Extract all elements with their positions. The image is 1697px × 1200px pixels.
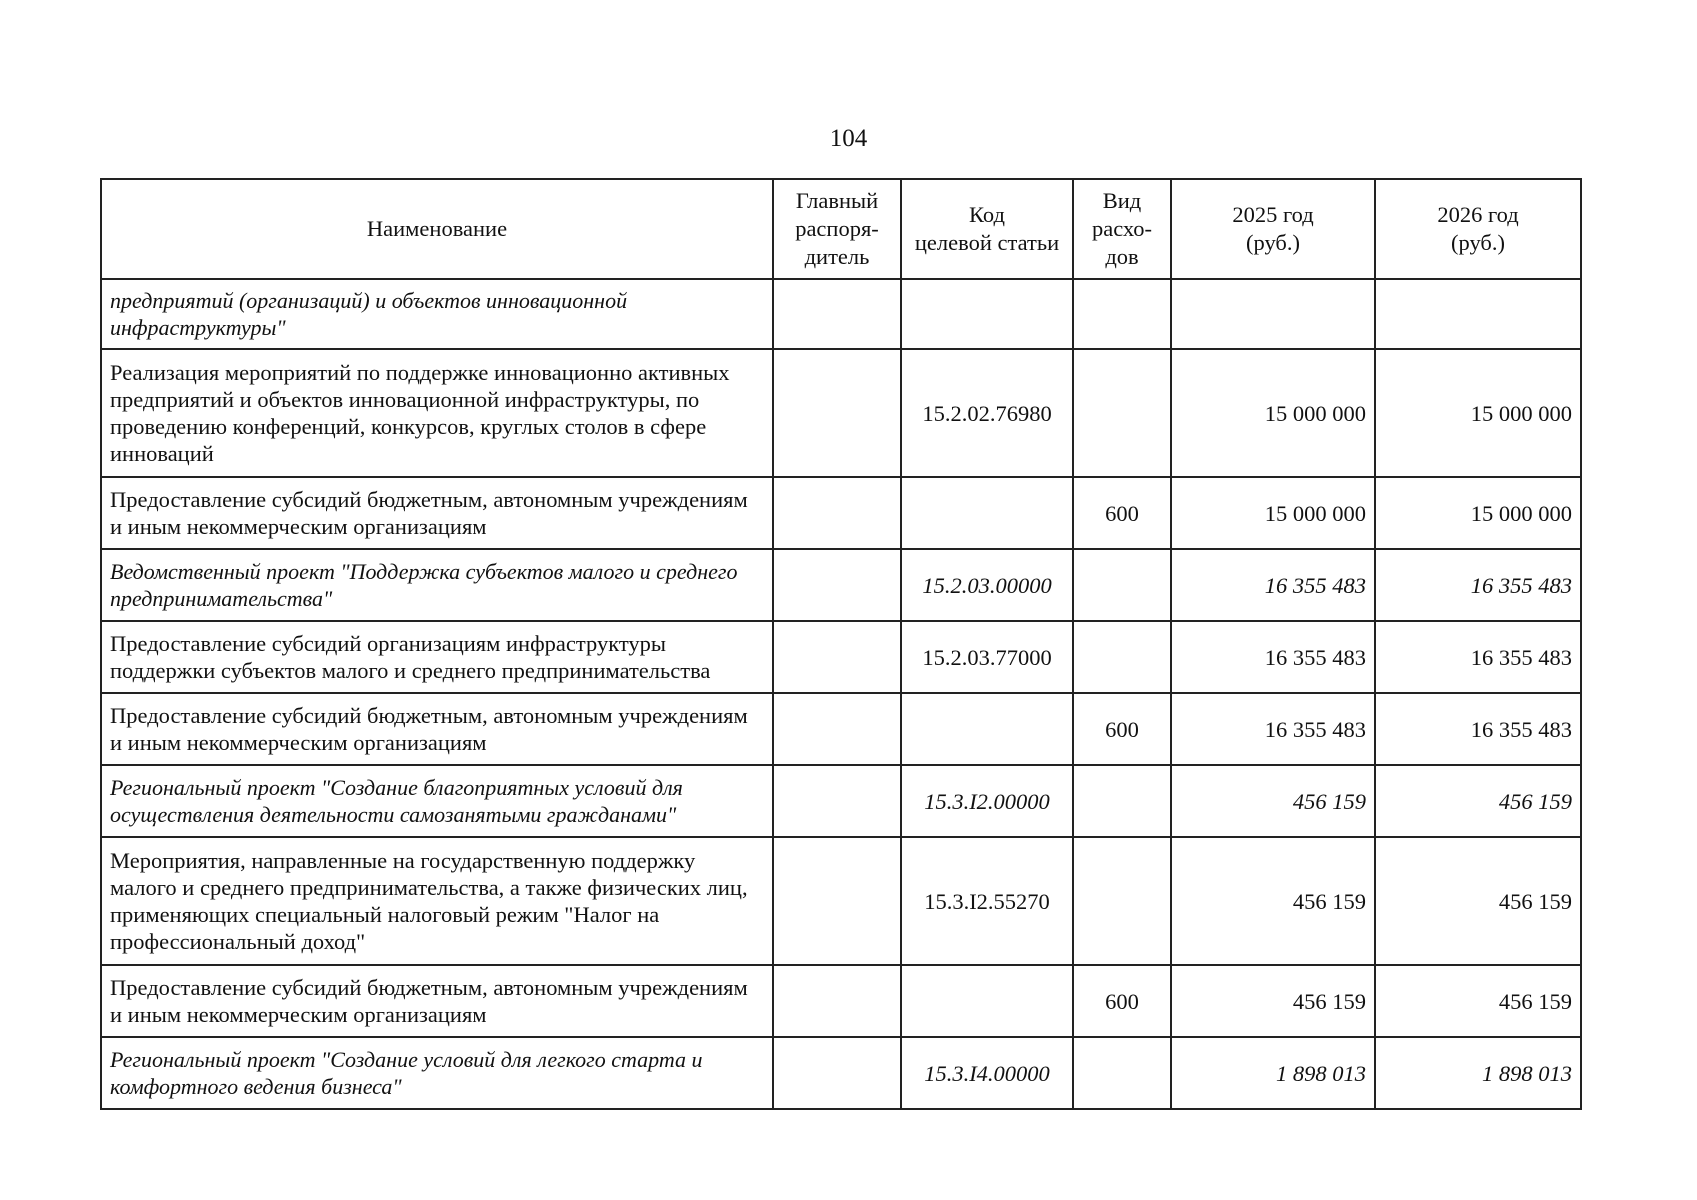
cell-2025: 16 355 483 bbox=[1171, 549, 1375, 621]
page-number-text: 104 bbox=[829, 125, 868, 152]
cell-code bbox=[901, 693, 1073, 765]
table-row bbox=[101, 965, 1581, 1037]
cell-type bbox=[1073, 621, 1171, 693]
cell-manager bbox=[773, 549, 901, 621]
cell-2026: 16 355 483 bbox=[1375, 549, 1581, 621]
table-row bbox=[101, 549, 1581, 621]
cell-type: 600 bbox=[1073, 693, 1171, 765]
cell-manager bbox=[773, 965, 901, 1037]
header-name: Наименование bbox=[101, 179, 773, 279]
cell-code bbox=[901, 477, 1073, 549]
cell-2025: 456 159 bbox=[1171, 837, 1375, 965]
cell-code: 15.3.I2.55270 bbox=[901, 837, 1073, 965]
cell-2026: 15 000 000 bbox=[1375, 349, 1581, 477]
cell-name: Предоставление субсидий бюджетным, автономным учреждениям и иным некоммерческим организациям bbox=[101, 477, 773, 549]
cell-manager bbox=[773, 693, 901, 765]
cell-manager bbox=[773, 477, 901, 549]
cell-2025 bbox=[1171, 279, 1375, 349]
cell-2025: 15 000 000 bbox=[1171, 349, 1375, 477]
cell-name: Ведомственный проект "Поддержка субъектов малого и среднего предпринимательства" bbox=[101, 549, 773, 621]
cell-2026: 16 355 483 bbox=[1375, 621, 1581, 693]
cell-2026 bbox=[1375, 279, 1581, 349]
table-row bbox=[101, 621, 1581, 693]
table-row bbox=[101, 279, 1581, 349]
cell-manager bbox=[773, 1037, 901, 1109]
cell-name: Реализация мероприятий по поддержке инновационно активных предприятий и объектов инновационной инфраструктуры, по проведению конференций, конкурсов, круглых столов в сфере инноваций bbox=[101, 349, 773, 477]
cell-manager bbox=[773, 837, 901, 965]
cell-code: 15.2.02.76980 bbox=[901, 349, 1073, 477]
cell-code bbox=[901, 279, 1073, 349]
cell-code: 15.3.I2.00000 bbox=[901, 765, 1073, 837]
cell-2026: 456 159 bbox=[1375, 965, 1581, 1037]
cell-name: Предоставление субсидий бюджетным, автономным учреждениям и иным некоммерческим организациям bbox=[101, 965, 773, 1037]
header-2026: 2026 год (руб.) bbox=[1375, 179, 1581, 279]
cell-2026: 456 159 bbox=[1375, 765, 1581, 837]
cell-2025: 16 355 483 bbox=[1171, 621, 1375, 693]
cell-code: 15.2.03.77000 bbox=[901, 621, 1073, 693]
cell-type bbox=[1073, 549, 1171, 621]
cell-type bbox=[1073, 837, 1171, 965]
cell-code: 15.2.03.00000 bbox=[901, 549, 1073, 621]
cell-code bbox=[901, 965, 1073, 1037]
cell-type bbox=[1073, 349, 1171, 477]
table-header-row bbox=[101, 179, 1581, 279]
table-row bbox=[101, 477, 1581, 549]
table-row bbox=[101, 837, 1581, 965]
cell-manager bbox=[773, 621, 901, 693]
cell-manager bbox=[773, 765, 901, 837]
cell-name: Мероприятия, направленные на государственную поддержку малого и среднего предпринимательства, а также физических лиц, применяющих специальный налоговый режим "Налог на профессиональный доход" bbox=[101, 837, 773, 965]
cell-2025: 456 159 bbox=[1171, 765, 1375, 837]
budget-table bbox=[100, 178, 1582, 1110]
cell-type: 600 bbox=[1073, 477, 1171, 549]
page-number bbox=[0, 124, 1697, 154]
cell-type bbox=[1073, 765, 1171, 837]
cell-2025: 456 159 bbox=[1171, 965, 1375, 1037]
cell-name: Региональный проект "Создание благоприятных условий для осуществления деятельности самозанятыми гражданами" bbox=[101, 765, 773, 837]
cell-2025: 15 000 000 bbox=[1171, 477, 1375, 549]
cell-type: 600 bbox=[1073, 965, 1171, 1037]
cell-name: предприятий (организаций) и объектов инновационной инфраструктуры" bbox=[101, 279, 773, 349]
header-manager: Главный распоря- дитель bbox=[773, 179, 901, 279]
cell-type bbox=[1073, 279, 1171, 349]
cell-type bbox=[1073, 1037, 1171, 1109]
cell-name: Предоставление субсидий бюджетным, автономным учреждениям и иным некоммерческим организациям bbox=[101, 693, 773, 765]
table-row bbox=[101, 765, 1581, 837]
cell-code: 15.3.I4.00000 bbox=[901, 1037, 1073, 1109]
header-code: Код целевой статьи bbox=[901, 179, 1073, 279]
table-row bbox=[101, 693, 1581, 765]
cell-2025: 16 355 483 bbox=[1171, 693, 1375, 765]
cell-manager bbox=[773, 279, 901, 349]
cell-2026: 456 159 bbox=[1375, 837, 1581, 965]
cell-2026: 1 898 013 bbox=[1375, 1037, 1581, 1109]
cell-name: Региональный проект "Создание условий для легкого старта и комфортного ведения бизнеса" bbox=[101, 1037, 773, 1109]
cell-manager bbox=[773, 349, 901, 477]
cell-2026: 16 355 483 bbox=[1375, 693, 1581, 765]
cell-2026: 15 000 000 bbox=[1375, 477, 1581, 549]
header-type: Вид расхо- дов bbox=[1073, 179, 1171, 279]
table-row bbox=[101, 349, 1581, 477]
header-2025: 2025 год (руб.) bbox=[1171, 179, 1375, 279]
cell-name: Предоставление субсидий организациям инфраструктуры поддержки субъектов малого и среднего предпринимательства bbox=[101, 621, 773, 693]
table-row bbox=[101, 1037, 1581, 1109]
cell-2025: 1 898 013 bbox=[1171, 1037, 1375, 1109]
